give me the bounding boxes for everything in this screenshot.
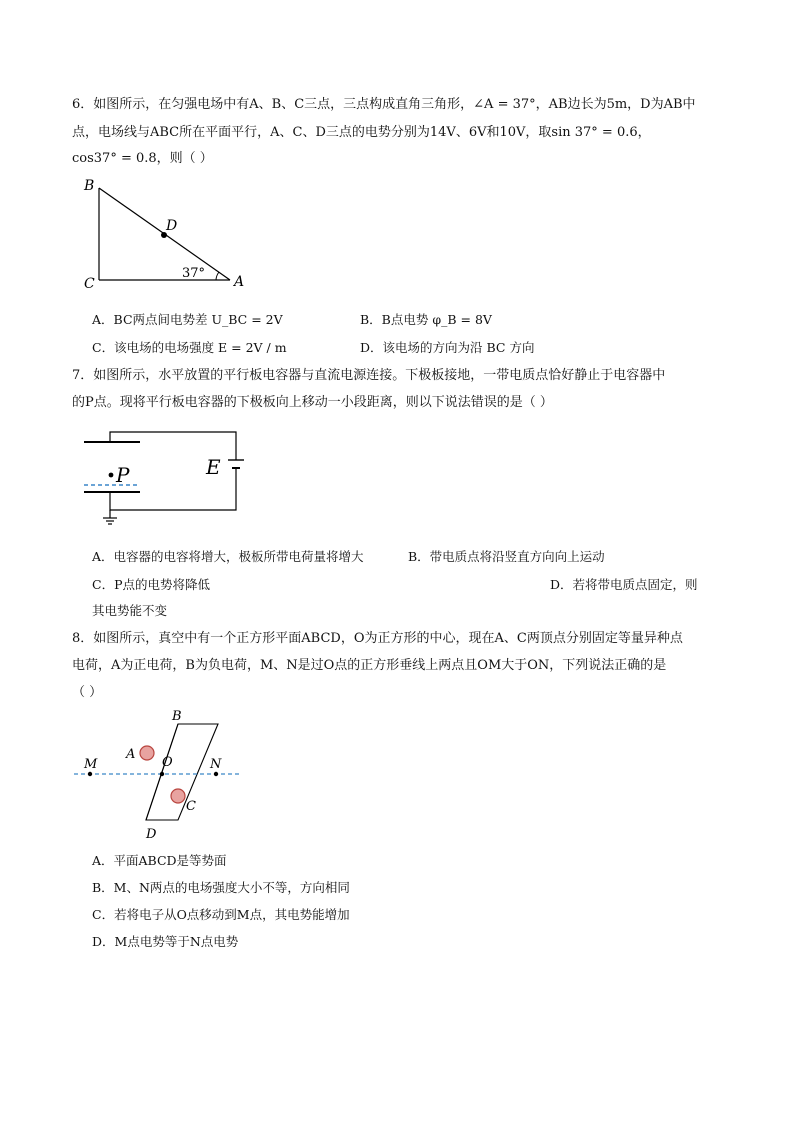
q8-option-d: D．M点电势等于N点电势: [92, 934, 239, 949]
label-b: B: [172, 709, 182, 724]
label-n: N: [210, 757, 222, 772]
q6-stem-line2: 点，电场线与ABC所在平面平行，A、C、D三点的电势分别为14V、6V和10V，取sin 37° = 0.6，: [72, 125, 651, 140]
q7-option-b: B．带电质点将沿竖直方向向上运动: [408, 549, 605, 564]
q6-option-a: A．BC两点间电势差 U_BC = 2V: [92, 312, 283, 327]
point-o: [160, 772, 164, 776]
charge-c: [171, 789, 185, 803]
square-abcd: [146, 724, 218, 820]
label-c: C: [84, 276, 95, 292]
q7-option-d: D．若将带电质点固定，则: [550, 577, 698, 592]
label-d: D: [146, 827, 157, 842]
label-b: B: [84, 178, 95, 194]
q8-stem-line3: （ ）: [72, 685, 103, 700]
label-a: A: [234, 274, 245, 290]
q7-stem-line2: 的P点。现将平行板电容器的下极板向上移动一小段距离，则以下说法错误的是（ ）: [72, 395, 553, 410]
q8-option-c: C．若将电子从O点移动到M点，其电势能增加: [92, 907, 350, 922]
q8-square-figure: [70, 706, 250, 846]
q6-stem-line3: cos37° = 0.8，则（ ）: [72, 151, 213, 166]
point-p: [109, 473, 114, 478]
label-o: O: [162, 755, 173, 770]
q8-option-a: A．平面ABCD是等势面: [92, 853, 227, 868]
q8-stem-line1: 8．如图所示，真空中有一个正方形平面ABCD，O为正方形的中心，现在A、C两顶点分别固定等量异种点: [72, 631, 683, 646]
q6-stem-line1: 6．如图所示，在匀强电场中有A、B、C三点，三点构成直角三角形，∠A = 37°，AB边长为5m，D为AB中: [72, 97, 696, 112]
point-m: [88, 772, 92, 776]
label-d: D: [166, 218, 178, 234]
label-m: M: [84, 757, 98, 772]
label-c: C: [186, 799, 196, 814]
q8-stem-line2: 电荷，A为正电荷，B为负电荷，M、N是过O点的正方形垂线上两点且OM大于ON，下列说法正确的是: [72, 658, 667, 673]
label-a: A: [126, 747, 136, 762]
q8-option-b: B．M、N两点的电场强度大小不等，方向相同: [92, 880, 350, 895]
label-e: E: [206, 455, 221, 479]
q7-option-c: C．P点的电势将降低: [92, 577, 210, 592]
q7-option-a: A．电容器的电容将增大，极板所带电荷量将增大: [92, 549, 364, 564]
angle-arc: [216, 272, 219, 280]
q6-triangle-figure: [78, 174, 258, 294]
charge-a: [140, 746, 154, 760]
q6-option-d: D．该电场的方向为沿 BC 方向: [360, 340, 535, 355]
q7-option-d-continued: 其电势能不变: [92, 603, 168, 618]
q6-option-c: C．该电场的电场强度 E = 2V / m: [92, 340, 287, 355]
point-n: [214, 772, 218, 776]
angle-label: 37°: [182, 266, 206, 281]
q7-capacitor-figure: [78, 422, 258, 534]
q7-stem-line1: 7．如图所示，水平放置的平行板电容器与直流电源连接。下极板接地，一带电质点恰好静止于电容器中: [72, 368, 666, 383]
label-p: P: [116, 463, 130, 487]
q6-option-b: B．B点电势 φ_B = 8V: [360, 312, 492, 327]
